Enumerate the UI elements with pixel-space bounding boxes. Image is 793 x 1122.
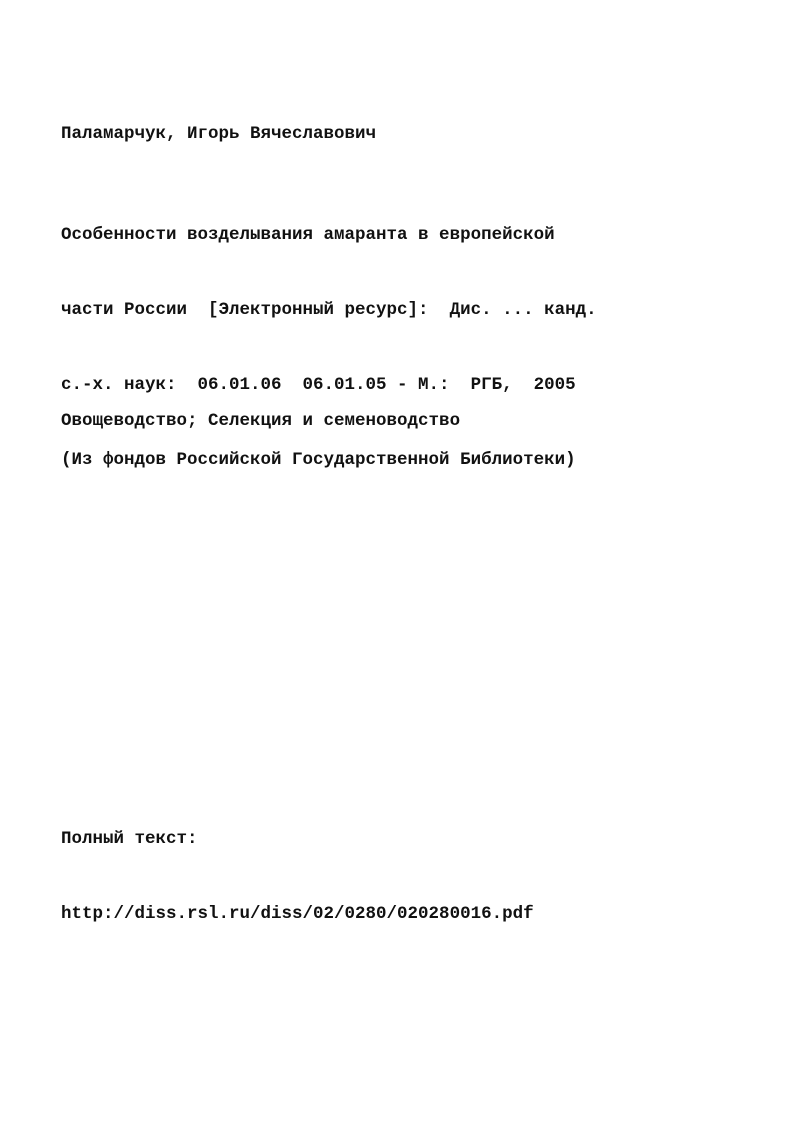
fulltext-section [61, 777, 534, 977]
title-line: (Из фондов Российской Государственной Библиотеки) [61, 450, 576, 470]
title-description [61, 173, 597, 523]
author-name: Паламарчук, Игорь Вячеславович [61, 124, 377, 144]
title-line: с.-х. наук: 06.01.06 06.01.05 - М.: РГБ, 2005 [61, 375, 576, 395]
subject-headings: Овощеводство; Селекция и семеноводство [61, 411, 461, 431]
fulltext-label: Полный текст: [61, 829, 198, 849]
title-line: части России [Электронный ресурс]: Дис. ... канд. [61, 300, 597, 320]
fulltext-url[interactable]: http://diss.rsl.ru/diss/02/0280/020280016.pdf [61, 904, 534, 924]
title-line: Особенности возделывания амаранта в европейской [61, 225, 555, 245]
